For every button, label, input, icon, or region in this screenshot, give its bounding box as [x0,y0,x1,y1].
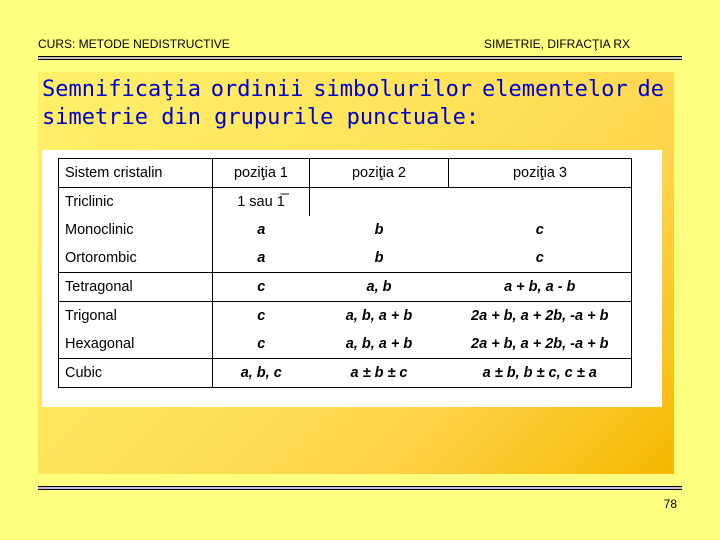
slide-title [42,76,664,132]
table-cell: Hexagonal [59,330,213,359]
symmetry-table-box [42,150,662,407]
table-cell: a + b, a - b [449,273,632,302]
table-row [59,216,632,244]
symmetry-table [58,158,632,388]
title-word: simbolurilor [313,77,473,102]
table-cell: Trigonal [59,302,213,331]
table-cell: a [213,244,310,273]
table-cell: c [449,244,632,273]
topic-header: SIMETRIE, DIFRACŢIA RX [484,37,631,51]
table-cell: 1 sau 1̅ [213,188,310,217]
bottom-divider [38,486,682,490]
table-header-row [59,159,632,188]
table-cell: a [257,222,266,238]
table-cell: 2a + b, a + 2b, -a + b [449,302,632,331]
table-cell: b [374,222,384,238]
table-cell: a, b, c [213,359,310,388]
table-cell: c [213,330,310,359]
top-divider [38,56,682,60]
table-cell: Triclinic [59,188,213,217]
table-cell: Tetragonal [59,273,213,302]
table-cell: c [449,216,632,244]
table-cell: Ortorombic [59,244,213,273]
header-cell: poziţia 3 [449,159,632,188]
table-cell: a ± b ± c [310,359,449,388]
page-number: 78 [663,497,677,511]
table-cell [449,188,632,217]
title-word: elementelor [481,77,628,102]
table-row [59,302,632,331]
title-line-2: simetrie din grupurile punctuale: [42,105,480,130]
table-cell: Cubic [59,359,213,388]
table-cell [310,188,449,217]
table-cell: c [257,308,266,324]
header-cell: Sistem cristalin [59,159,213,188]
title-word: ordinii [210,77,304,102]
table-row [59,330,632,359]
course-header: CURS: METODE NEDISTRUCTIVE [38,37,230,51]
header-cell: poziţia 1 [213,159,310,188]
table-cell: a ± b, b ± c, c ± a [449,359,632,388]
table-cell: Monoclinic [59,216,213,244]
table-row [59,188,632,217]
table-cell: b [310,244,449,273]
table-cell: a, b, a + b [310,330,449,359]
table-row [59,244,632,273]
header-cell: poziţia 2 [310,159,449,188]
table-row [59,359,632,388]
table-cell: a, b [310,273,449,302]
table-cell: 2a + b, a + 2b, -a + b [449,330,632,359]
table-cell: a, b, a + b [345,308,413,324]
table-cell: c [213,273,310,302]
title-word: Semnificaţia [42,77,201,102]
table-row [59,273,632,302]
title-word: de [637,77,664,102]
